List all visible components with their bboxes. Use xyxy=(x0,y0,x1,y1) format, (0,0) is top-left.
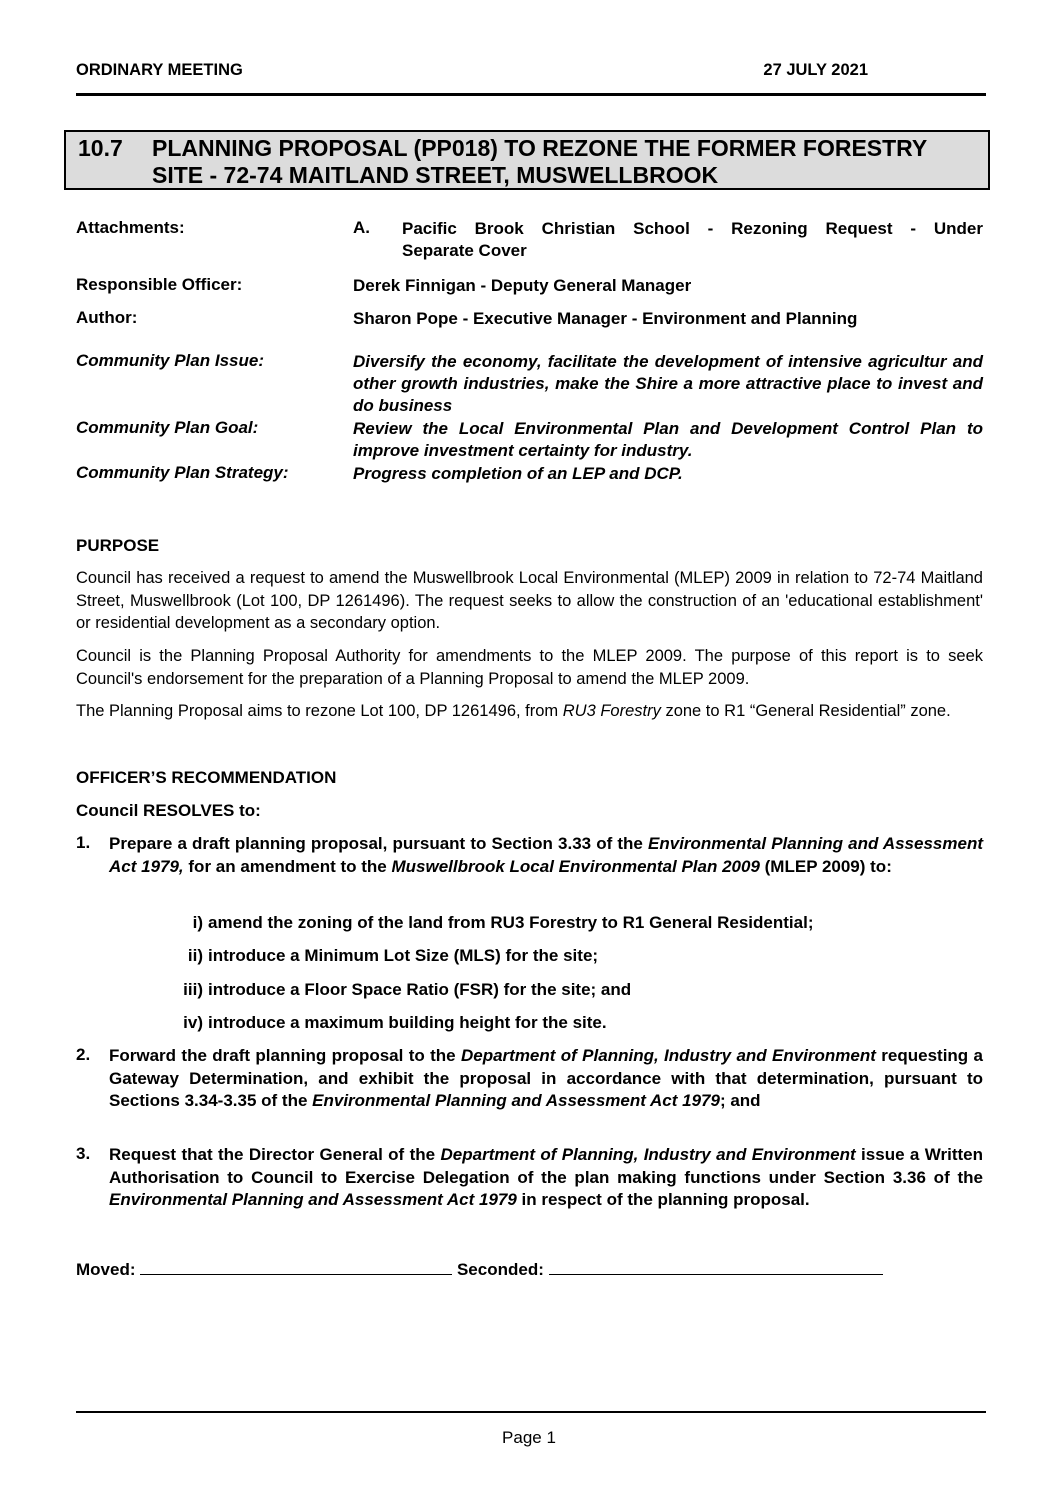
meeting-date: 27 JULY 2021 xyxy=(763,61,868,79)
community-plan-goal-value: Review the Local Environmental Plan and Development Control Plan to improve investment certainty for industry. xyxy=(353,419,983,460)
recommendation-number-3: 3. xyxy=(76,1144,91,1163)
item-title-line-2: SITE - 72-74 MAITLAND STREET, MUSWELLBROOK xyxy=(152,162,719,188)
item-title-line-1: PLANNING PROPOSAL (PP018) TO REZONE THE FORMER FORESTRY xyxy=(152,135,928,161)
subitem-text-1: amend the zoning of the land from RU3 Forestry to R1 General Residential; xyxy=(208,913,814,932)
attachments-label: Attachments: xyxy=(76,218,185,237)
page-number: Page 1 xyxy=(502,1428,556,1447)
responsible-officer-value: Derek Finnigan - Deputy General Manager xyxy=(353,276,692,295)
community-plan-strategy-label: Community Plan Strategy: xyxy=(76,463,289,482)
purpose-paragraph-2: Council is the Planning Proposal Authority for amendments to the MLEP 2009. The purpose of this report is to seek Council's endorsement for the preparation of a Planning Proposal to amend the MLEP 2009. xyxy=(76,647,983,688)
item-number: 10.7 xyxy=(78,135,123,161)
purpose-heading: PURPOSE xyxy=(76,536,160,555)
subitem-text-4: introduce a maximum building height for the site. xyxy=(208,1013,607,1032)
recommendation-heading: OFFICER’S RECOMMENDATION xyxy=(76,768,337,787)
moved-label: Moved: xyxy=(76,1260,136,1279)
header-divider xyxy=(76,93,986,96)
community-plan-strategy-value: Progress completion of an LEP and DCP. xyxy=(353,464,683,483)
attachment-line-1: Pacific Brook Christian School - Rezoning Request - Under xyxy=(402,219,983,238)
item-title-box xyxy=(64,130,990,190)
recommendation-item-2: Forward the draft planning proposal to the Department of Planning, Industry and Environment requesting a Gateway Determination, and exhibit the proposal in accordance with that determination, pursuant to Sections 3.34-3.35 of the Environmental Planning and Assessment Act 1979; and xyxy=(109,1046,983,1110)
seconded-label: Seconded: xyxy=(456,1260,544,1279)
resolves-line: Council RESOLVES to: xyxy=(76,801,261,820)
subitem-number-3: iii) xyxy=(183,980,203,999)
moved-blank xyxy=(140,1257,452,1275)
author-value: Sharon Pope - Executive Manager - Environment and Planning xyxy=(353,309,858,328)
purpose-paragraph-3: The Planning Proposal aims to rezone Lot 100, DP 1261496, from RU3 Forestry zone to R1 “General Residential” zone. xyxy=(76,702,951,720)
responsible-officer-label: Responsible Officer: xyxy=(76,275,243,294)
attachment-letter: A. xyxy=(353,218,370,237)
subitem-text-3: introduce a Floor Space Ratio (FSR) for the site; and xyxy=(208,980,632,999)
subitem-number-4: iv) xyxy=(183,1013,203,1032)
subitem-number-2: ii) xyxy=(187,946,203,965)
community-plan-goal-label: Community Plan Goal: xyxy=(76,418,259,437)
recommendation-item-3: Request that the Director General of the Department of Planning, Industry and Environment issue a Written Authorisation to Council to Exercise Delegation of the plan making functions under Section 3.36 of the Environmental Planning and Assessment Act 1979 in respect of the planning proposal. xyxy=(109,1145,984,1209)
recommendation-number-2: 2. xyxy=(76,1045,91,1064)
meeting-type: ORDINARY MEETING xyxy=(76,61,243,79)
attachment-line-2: Separate Cover xyxy=(402,241,527,260)
author-label: Author: xyxy=(76,308,138,327)
seconded-blank xyxy=(549,1257,883,1275)
attachment-item xyxy=(402,218,983,262)
recommendation-item-1: Prepare a draft planning proposal, pursuant to Section 3.33 of the Environmental Planning and Assessment Act 1979, for an amendment to the Muswellbrook Local Environmental Plan 2009 (MLEP 2009) to: xyxy=(109,834,983,876)
footer-divider xyxy=(76,1411,986,1413)
recommendation-number-1: 1. xyxy=(76,833,91,852)
subitem-text-2: introduce a Minimum Lot Size (MLS) for the site; xyxy=(208,946,599,965)
community-plan-issue-label: Community Plan Issue: xyxy=(76,351,264,370)
signoff-line xyxy=(76,1257,883,1280)
purpose-paragraph-1: Council has received a request to amend the Muswellbrook Local Environmental (MLEP) 2009 in relation to 72-74 Maitland Street, Muswellbrook (Lot 100, DP 1261496). The request seeks to allow the construction of an 'educational establishment' or residential development as a secondary option. xyxy=(76,569,983,632)
subitem-number-1: i) xyxy=(192,913,203,932)
community-plan-issue-value: Diversify the economy, facilitate the development of intensive agricultur and other growth industries, make the Shire a more attractive place to invest and do business xyxy=(353,352,983,415)
